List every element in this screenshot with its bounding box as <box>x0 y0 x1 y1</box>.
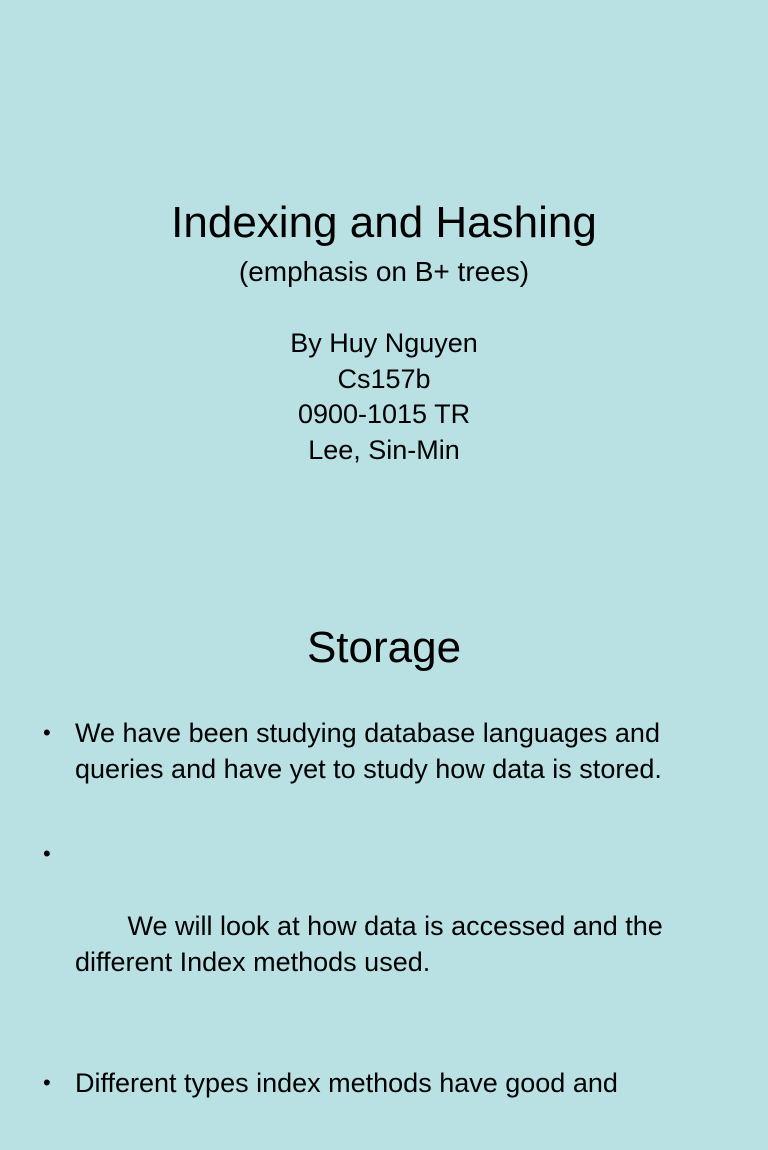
bullet-item <box>0 715 768 787</box>
bullet-icon: • <box>43 1070 51 1095</box>
bullet-text: We have been studying database languages and queries and have yet to study how data is stored. <box>75 718 662 784</box>
bullet-list <box>0 715 768 1150</box>
slide-subtitle: (emphasis on B+ trees) <box>238 256 530 287</box>
bullet-text: Different types index methods have good and <box>75 1068 618 1098</box>
instructor-name: Lee, Sin-Min <box>308 434 460 465</box>
bullet-item <box>0 1065 768 1101</box>
bullet-icon: • <box>43 841 51 866</box>
course-code: Cs157b <box>337 363 431 394</box>
author-name: By Huy Nguyen <box>290 328 478 358</box>
slide-title: Indexing and Hashing <box>171 198 597 247</box>
slide-title: Storage <box>306 623 462 672</box>
bullet-item <box>0 836 768 1016</box>
author-info <box>0 326 768 468</box>
bullet-text: We will look at how data is accessed and the different Index methods used. <box>75 911 671 977</box>
class-time: 0900-1015 TR <box>297 399 471 429</box>
storage-slide <box>0 576 768 1098</box>
bullet-icon: • <box>43 720 51 745</box>
